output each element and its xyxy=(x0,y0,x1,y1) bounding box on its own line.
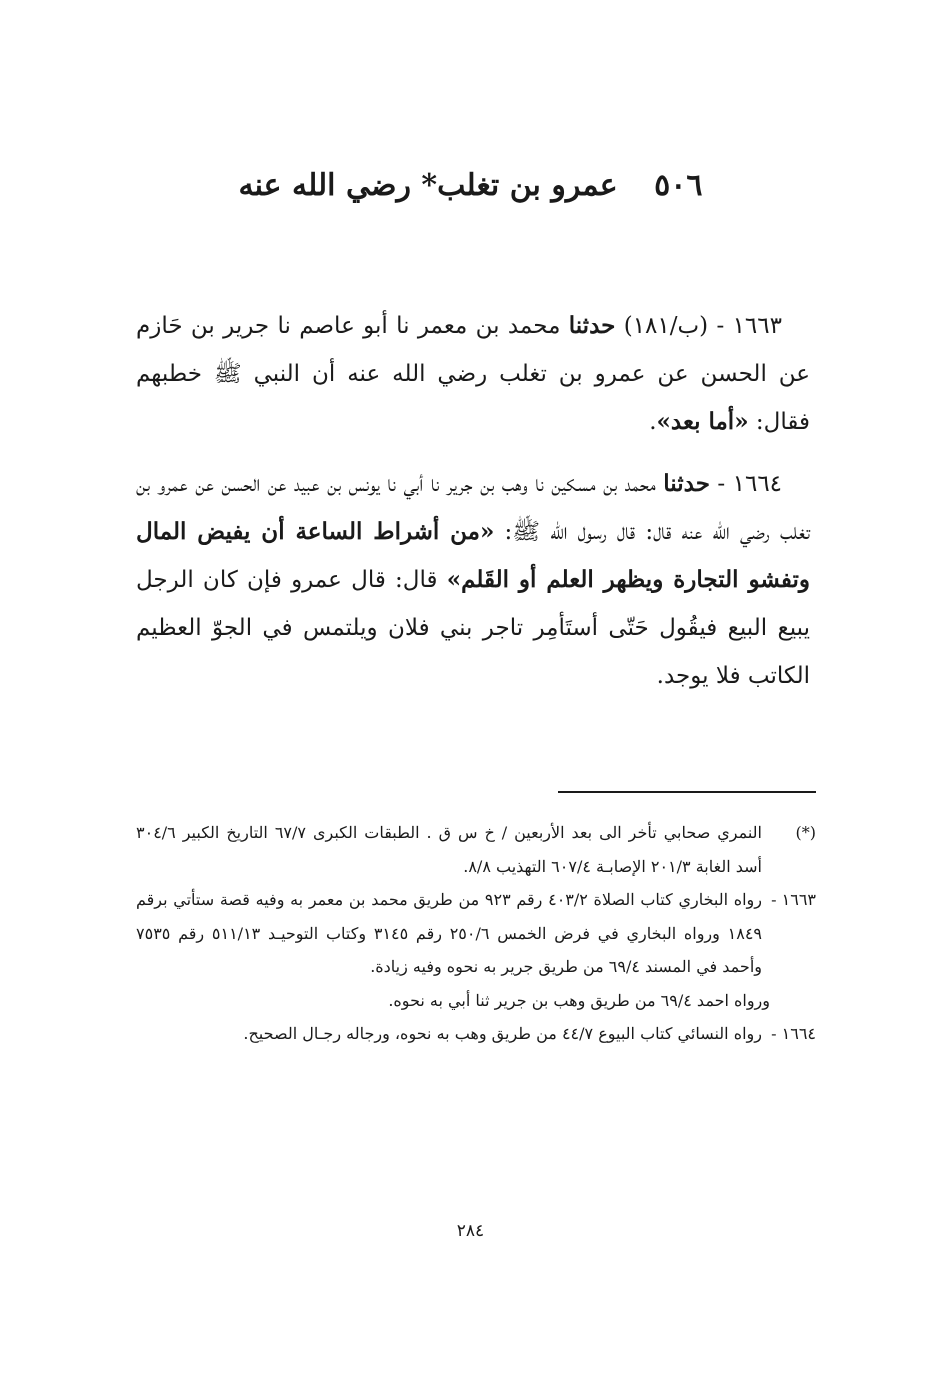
narration-keyword: حدثنا xyxy=(663,470,710,497)
narration-keyword: حدثنا xyxy=(568,312,616,339)
footnote-mark: (*) xyxy=(795,823,816,842)
footnote-divider xyxy=(558,791,816,793)
footnotes xyxy=(136,816,816,1051)
footnote-text: ورواه احمد ٦٩/٤ من طريق وهب بن جرير ثنا أبي به نحوه. xyxy=(388,990,770,1010)
hadith-end: . xyxy=(649,409,657,435)
hadith-number: ١٦٦٤ - xyxy=(717,471,783,497)
main-text xyxy=(136,302,810,700)
chapter-number: ٥٠٦ xyxy=(654,168,703,203)
hadith-paragraph xyxy=(136,302,810,446)
hadith-quote: «من أشراط الساعة أن يفيض المال وتفشو التجارة ويظهر العلم أو القَلم» xyxy=(136,518,810,593)
hadith-quote: «أما بعد» xyxy=(656,408,749,435)
chapter-title: عمرو بن تغلب* رضي الله عنه xyxy=(238,168,618,203)
footnote-mark: ١٦٦٣ - xyxy=(771,890,816,909)
footnote xyxy=(136,816,816,883)
footnote-text: رواه النسائي كتاب البيوع ٤٤/٧ من طريق وهب به نحوه، ورجاله رجـال الصحيح. xyxy=(243,1024,762,1043)
footnote xyxy=(136,1017,816,1051)
hadith-end: قال: قال عمرو فإن كان الرجل يبيع البيع فيقُول حَتّى أستَأمِر تاجر بني فلان ويلتمس في الجوّ العظيم الكاتب فلا يوجد. xyxy=(136,567,810,689)
footnote-text: رواه البخاري كتاب الصلاة ٤٠٣/٢ رقم ٩٢٣ من طريق محمد بن معمر به وفيه قصة ستأتي برقم ١٨٤٩ ورواه البخاري في فرض الخمس ٢٥٠/٦ رقم ٣١٤٥ وكتاب التوحيـد ٥١١/١٣ رقم ٧٥٣٥ وأحمد في المسند ٦٩/٤ من طريق جرير به نحوه وفيه زيادة. xyxy=(136,890,763,976)
footnote-mark: ١٦٦٤ - xyxy=(771,1024,816,1043)
hadith-text: محمد بن مسكين نا وهب بن جرير نا أبي نا يونس بن عبيد عن الحسن عن عمرو بن تغلب رضي الله عنه قال: قال رسول الله ﷺ: xyxy=(136,471,810,545)
hadith-text: محمد بن معمر نا أبو عاصم نا جرير بن حَازم عن الحسن عن عمرو بن تغلب رضي الله عنه أن النبي ﷺ خطبهم فقال: xyxy=(136,313,810,435)
footnote xyxy=(136,984,816,1018)
page-number: ٢٨٤ xyxy=(456,1221,485,1241)
chapter-heading xyxy=(0,160,941,212)
footnote xyxy=(136,883,816,984)
hadith-paragraph xyxy=(136,460,810,700)
hadith-number: ١٦٦٣ - (ب/١٨١) xyxy=(623,313,782,339)
footnote-text: النمري صحابي تأخر الى بعد الأربعين / خ س ق . الطبقات الكبرى ٦٧/٧ التاريخ الكبير ٣٠٤/٦ أسد الغابة ٢٠١/٣ الإصابـة ٦٠٧/٤ التهذيب ٨/٨. xyxy=(136,823,762,876)
